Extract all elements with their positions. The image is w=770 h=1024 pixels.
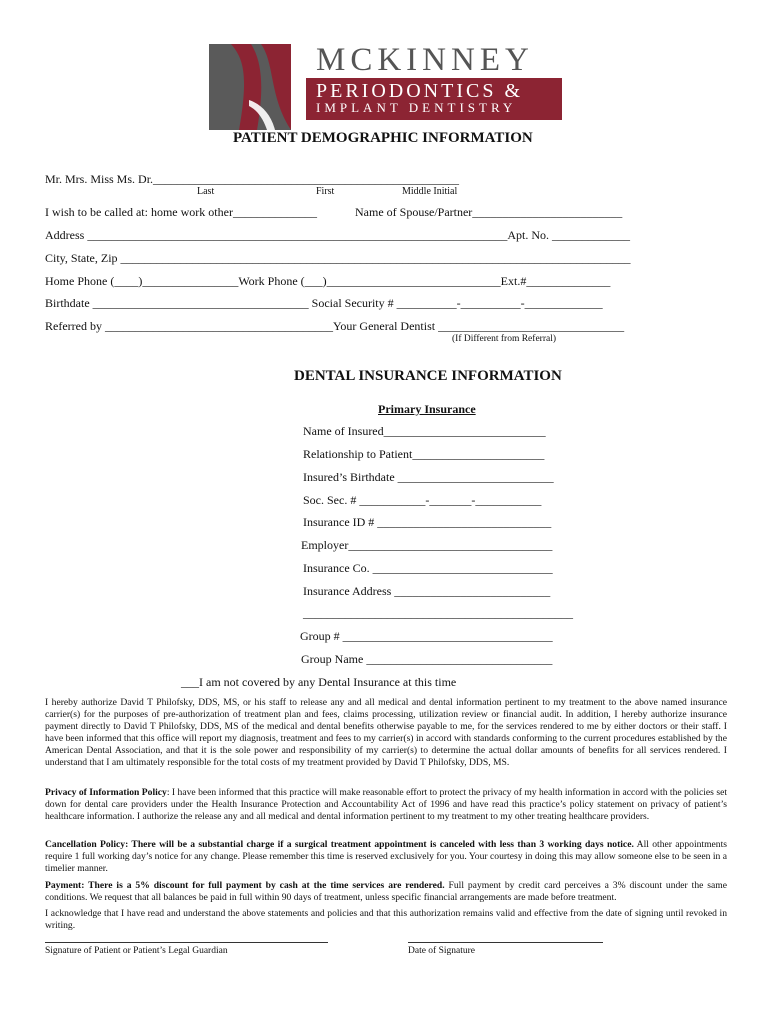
insurance-title: DENTAL INSURANCE INFORMATION [294, 368, 562, 384]
date-signature-label: Date of Signature [408, 946, 476, 956]
privacy-text: : I have been informed that this practice will make reasonable effort to protect the privacy of my health information in accord with the policies set down for dental care providers under the Health Insurance Protection and Accountability Act of 1996 and have read this practice’s policy statement on privacy of patient’s healthcare information. I authorize the release any and all medical and dental information pertinent to my treatment to my other treating healthcare providers. [45, 787, 728, 823]
cancellation-text: All other appointments require 1 full working day’s notice for any change. Please remember this time is reserved exclusively for you. Your courtesy in doing this may allow someone else to be seen in a timelier manner. [45, 839, 727, 875]
privacy-paragraph [45, 787, 727, 823]
group-name-field[interactable]: Group Name _______________________________ [301, 652, 553, 666]
primary-insurance-heading: Primary Insurance [378, 402, 476, 416]
acknowledge-paragraph: I acknowledge that I have read and understand the above statements and policies and that this authorization remains valid and effective from the date of signing until revoked in writing. [45, 908, 727, 932]
birthdate-ssn-field[interactable]: Birthdate ____________________________________ Social Security # __________-__________-_____________ [45, 296, 603, 310]
group-number-field[interactable]: Group # ___________________________________ [300, 629, 553, 643]
insured-name-field[interactable]: Name of Insured___________________________ [303, 424, 546, 438]
not-covered-checkbox[interactable]: ___I am not covered by any Dental Insurance at this time [181, 675, 457, 689]
label-last: Last [197, 186, 215, 197]
relationship-field[interactable]: Relationship to Patient______________________ [303, 447, 545, 461]
payment-text: Full payment by credit card perceives a 3% discount under the same conditions. We request that all balances be paid in full within 90 days of treatment, unless specific financial arrangements are made before treatment. [45, 880, 727, 904]
referred-note: (If Different from Referral) [452, 334, 557, 344]
brand-subtitle-1: PERIODONTICS & [316, 80, 524, 102]
patient-signature-line[interactable] [45, 942, 328, 943]
insurance-id-field[interactable]: Insurance ID # _____________________________ [303, 515, 552, 529]
patient-signature-label: Signature of Patient or Patient’s Legal Guardian [45, 946, 228, 956]
privacy-label: Privacy of Information Policy [45, 787, 167, 798]
insured-ssn-field[interactable]: Soc. Sec. # ___________-_______-___________ [303, 493, 542, 507]
brand-name: MCKINNEY [316, 42, 534, 78]
payment-paragraph [45, 880, 727, 904]
phone-field[interactable]: Home Phone (____)________________Work Phone (___)_____________________________Ext.#______________ [45, 274, 611, 288]
cancellation-paragraph [45, 839, 727, 875]
insurance-company-field[interactable]: Insurance Co. ______________________________ [303, 561, 553, 575]
form-title: PATIENT DEMOGRAPHIC INFORMATION [233, 130, 533, 146]
payment-label: Payment: There is a 5% discount for full payment by cash at the time services are rendered. [45, 880, 445, 891]
employer-field[interactable]: Employer__________________________________ [301, 538, 553, 552]
practice-logo [209, 44, 291, 130]
label-first: First [316, 186, 335, 197]
spouse-field[interactable]: Name of Spouse/Partner_________________________ [355, 205, 623, 219]
address-field[interactable]: Address ______________________________________________________________________Apt. No. _____________ [45, 228, 630, 242]
label-middle-initial: Middle Initial [402, 186, 458, 197]
logo-mark-icon [209, 44, 291, 130]
insurance-address-field[interactable]: Insurance Address __________________________ [303, 584, 551, 598]
called-at-field[interactable]: I wish to be called at: home work other______________ [45, 205, 317, 219]
city-state-zip-field[interactable]: City, State, Zip _____________________________________________________________________________________ [45, 251, 631, 265]
authorization-paragraph: I hereby authorize David T Philofsky, DDS, MS, or his staff to release any and all medical and dental information pertinent to my treatment to the above named insurance carrier(s) for the purposes of pre-authorization of treatment plan and fees, claims processing, utilization review or financial audit. In addition, I hereby authorize insurance payment directly to David T Philofsky, DDS, MS of the medical and dental benefits otherwise payable to me, for the services rendered to me by either doctors or their staff. I have been informed that this office will report my diagnosis, treatment and fees to my carrier(s) in accord with standards conforming to the current procedures established by the American Dental Association, and that it is the sole power and responsibility of my carrier(s) to determine the actual dollar amounts of benefits for all services rendered. I understand that I am ultimately responsible for the total costs of my treatment provided by David T Philofsky, DDS, MS. [45, 697, 727, 769]
brand-subtitle-2: IMPLANT DENTISTRY [316, 100, 517, 115]
date-signature-line[interactable] [408, 942, 603, 943]
insurance-address-line2[interactable]: _____________________________________________ [303, 606, 573, 620]
name-field[interactable]: Mr. Mrs. Miss Ms. Dr.___________________________________________________ [45, 172, 460, 186]
referred-field[interactable]: Referred by ______________________________________Your General Dentist _______________________________ [45, 319, 625, 333]
insured-birthdate-field[interactable]: Insured’s Birthdate __________________________ [303, 470, 554, 484]
cancellation-label: Cancellation Policy: There will be a substantial charge if a surgical treatment appointment is canceled with less than 3 working days notice. [45, 839, 634, 850]
